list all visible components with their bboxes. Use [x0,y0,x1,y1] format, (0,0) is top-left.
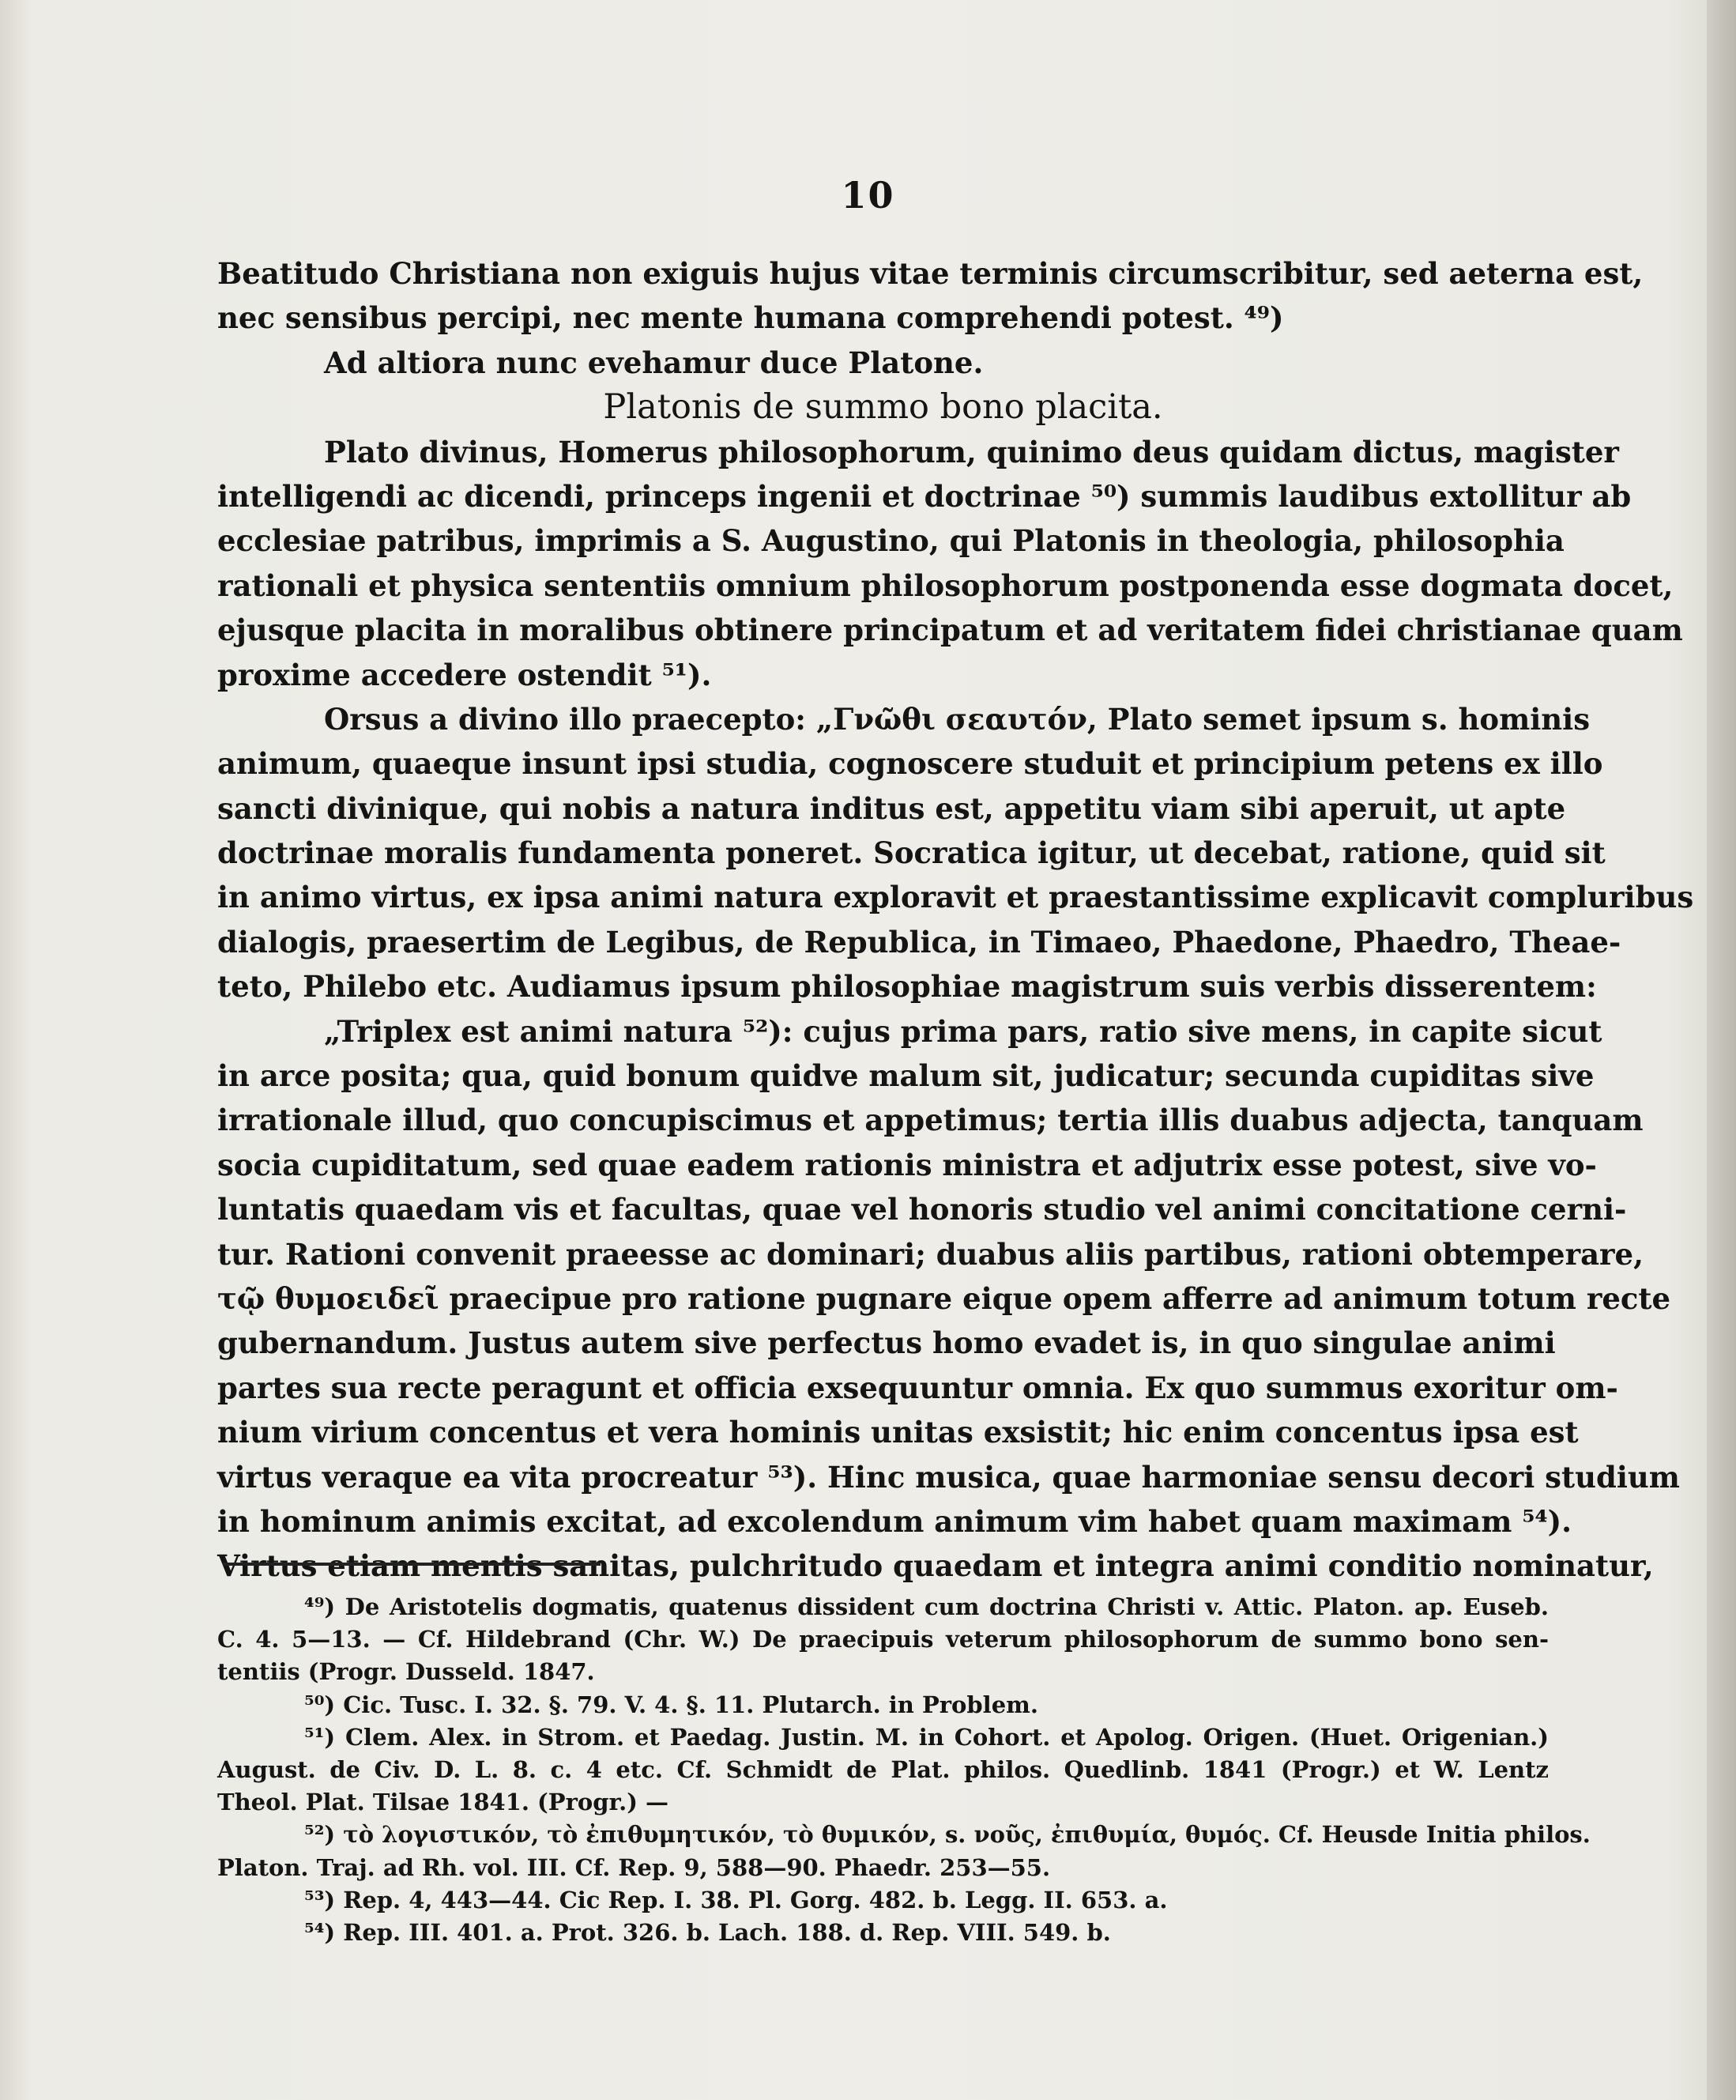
text-line: dialogis, praesertim de Legibus, de Republica, in Timaeo, Phaedone, Phaedro, Theae- [217,924,1621,960]
text-line: nium virium concentus et vera hominis unitas exsistit; hic enim concentus ipsa est [217,1415,1579,1450]
text-line: partes sua recte peragunt et officia exsequuntur omnia. Ex quo summus exoritur om- [217,1370,1618,1405]
footnote-line: tentiis (Progr. Dusseld. 1847. [217,1658,595,1686]
text-line: „Triplex est animi natura ⁵²): cujus prima pars, ratio sive mens, in capite sicut [324,1013,1602,1049]
text-line: tur. Rationi convenit praeesse ac dominari; duabus aliis partibus, rationi obtemperare, [217,1236,1644,1272]
text-line: intelligendi ac dicendi, princeps ingenii et doctrinae ⁵⁰) summis laudibus extollitur ab [217,478,1632,514]
footnote-line: C. 4. 5—13. — Cf. Hildebrand (Chr. W.) De praecipuis veterum philosophorum de summo bono sen- [217,1626,1549,1653]
footnote-line: ⁵³) Rep. 4, 443—44. Cic Rep. I. 38. Pl. Gorg. 482. b. Legg. II. 653. a. [304,1886,1168,1913]
text-line: τῷ θυμοειδεῖ praecipue pro ratione pugnare eique opem afferre ad animum totum recte [217,1280,1671,1316]
text-line: proxime accedere ostendit ⁵¹). [217,657,712,692]
text-line: in animo virtus, ex ipsa animi natura exploravit et praestantissime explicavit compluribus [217,880,1694,915]
footnote-line: ⁵¹) Clem. Alex. in Strom. et Paedag. Justin. M. in Cohort. et Apolog. Origen. (Huet. Origenian.) [304,1723,1549,1751]
footnote-line: Theol. Plat. Tilsae 1841. (Progr.) — [217,1789,669,1816]
footnote-line: ⁵²) τὸ λογιστικόν, τὸ ἐπιθυμητικόν, τὸ θυμικόν, s. νοῦς, ἐπιθυμία, θυμός. Cf. Heusde Initia philos. [304,1821,1591,1849]
footnote-line: ⁵⁰) Cic. Tusc. I. 32. §. 79. V. 4. §. 11. Plutarch. in Problem. [304,1691,1038,1718]
text-line: irrationale illud, quo concupiscimus et appetimus; tertia illis duabus adjecta, tanquam [217,1103,1644,1138]
footnote-line: August. de Civ. D. L. 8. c. 4 etc. Cf. Schmidt de Plat. philos. Quedlinb. 1841 (Progr.) et W. Lentz [217,1755,1549,1783]
text-line: in arce posita; qua, quid bonum quidve malum sit, judicatur; secunda cupiditas sive [217,1058,1595,1094]
footnote-separator [223,1563,601,1566]
text-line: socia cupiditatum, sed quae eadem rationis ministra et adjutrix esse potest, sive vo- [217,1147,1597,1182]
page-number: 10 [841,174,895,217]
text-line: Plato divinus, Homerus philosophorum, quinimo deus quidam dictus, magister [324,434,1619,469]
footnote-line: ⁴⁹) De Aristotelis dogmatis, quatenus dissident cum doctrina Christi v. Attic. Platon. ap. Euseb. [304,1593,1549,1620]
text-line: virtus veraque ea vita procreatur ⁵³). Hinc musica, quae harmoniae sensu decori studium [217,1459,1680,1495]
footnote-line: ⁵⁴) Rep. III. 401. a. Prot. 326. b. Lach. 188. d. Rep. VIII. 549. b. [304,1918,1111,1946]
text-line: ecclesiae patribus, imprimis a S. Augustino, qui Platonis in theologia, philosophia [217,523,1565,559]
section-heading: Platonis de summo bono placita. [603,387,1163,428]
text-line: gubernandum. Justus autem sive perfectus homo evadet is, in quo singulae animi [217,1325,1556,1361]
text-line: Ad altiora nunc evehamur duce Platone. [324,345,984,380]
text-line: Orsus a divino illo praecepto: „Γνῶθι σεαυτόν, Plato semet ipsum s. hominis [324,701,1591,737]
text-line: animum, quaeque insunt ipsi studia, cognoscere studuit et principium petens ex illo [217,746,1603,782]
text-line: teto, Philebo etc. Audiamus ipsum philosophiae magistrum suis verbis disserentem: [217,969,1597,1005]
main-text [217,251,1694,1589]
footnotes [217,1591,1591,1949]
text-line: nec sensibus percipi, nec mente humana comprehendi potest. ⁴⁹) [217,300,1284,336]
text-line: Beatitudo Christiana non exiguis hujus vitae terminis circumscribitur, sed aeterna est, [217,256,1644,291]
text-line: ejusque placita in moralibus obtinere principatum et ad veritatem fidei christianae quam [217,613,1683,648]
text-line: Virtus etiam mentis sanitas, pulchritudo quaedam et integra animi conditio nominatur, [217,1548,1654,1584]
text-line: rationali et physica sententiis omnium philosophorum postponenda esse dogmata docet, [217,567,1674,603]
text-line: sancti divinique, qui nobis a natura inditus est, appetitu viam sibi aperuit, ut apte [217,790,1566,826]
page-binding-edge [1707,0,1736,2100]
footnote-line: Platon. Traj. ad Rh. vol. III. Cf. Rep. 9, 588—90. Phaedr. 253—55. [217,1853,1051,1881]
text-line: luntatis quaedam vis et facultas, quae vel honoris studio vel animi concitatione cerni- [217,1192,1627,1227]
text-line: doctrinae moralis fundamenta poneret. Socratica igitur, ut decebat, ratione, quid sit [217,835,1606,871]
text-line: in hominum animis excitat, ad excolendum animum vim habet quam maximam ⁵⁴). [217,1503,1572,1539]
